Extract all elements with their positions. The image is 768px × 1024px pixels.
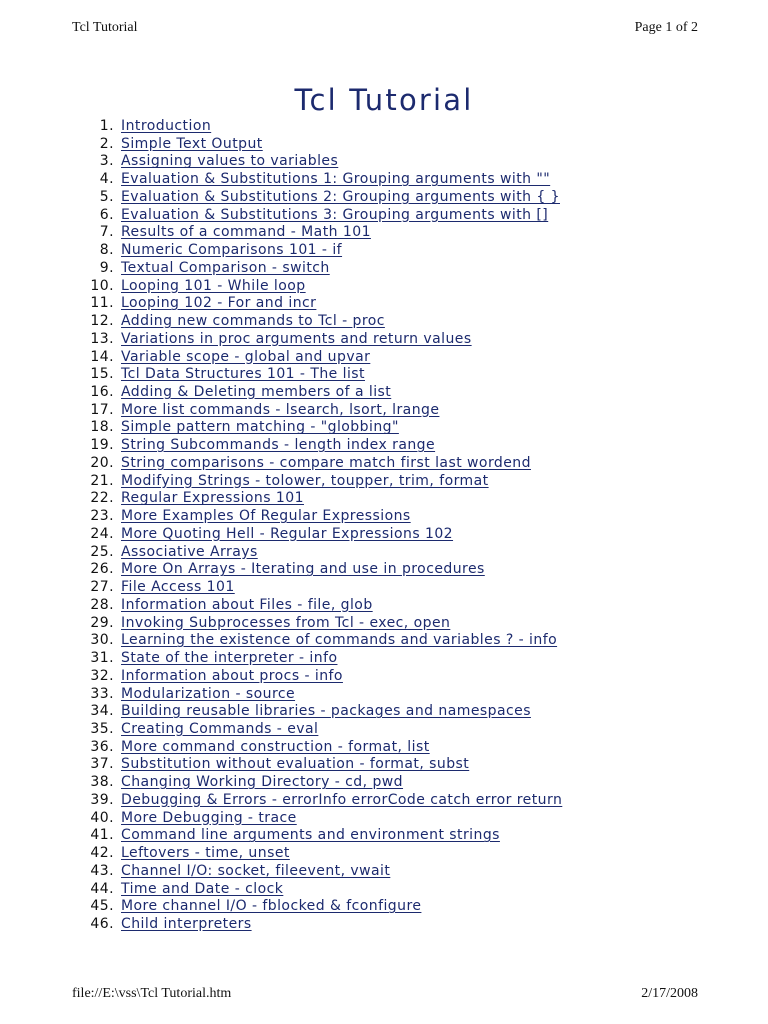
list-item [72, 881, 562, 899]
list-item-number: 32. [90, 667, 114, 684]
tutorial-link[interactable]: String Subcommands - length index range [121, 437, 436, 454]
tutorial-link[interactable]: More list commands - lsearch, lsort, lrange [121, 401, 440, 418]
list-item [72, 615, 562, 633]
list-item-number: 3. [99, 153, 114, 170]
tutorial-link[interactable]: Command line arguments and environment strings [121, 827, 500, 844]
list-item [72, 686, 562, 704]
tutorial-link[interactable]: More Debugging - trace [121, 809, 297, 826]
tutorial-link[interactable]: Adding new commands to Tcl - proc [121, 313, 385, 330]
list-item-number: 26. [90, 561, 114, 578]
list-item-number: 46. [90, 916, 114, 933]
list-item-number: 10. [90, 277, 114, 294]
list-item [72, 756, 562, 774]
list-item [72, 508, 562, 526]
list-item [72, 579, 562, 597]
list-item [72, 703, 562, 721]
tutorial-link[interactable]: Substitution without evaluation - format, subst [121, 756, 470, 773]
list-item-number: 14. [90, 348, 114, 365]
tutorial-link[interactable]: Channel I/O: socket, fileevent, vwait [121, 862, 391, 879]
list-item-number: 43. [90, 862, 114, 879]
list-item [72, 349, 562, 367]
tutorial-link[interactable]: Simple pattern matching - "globbing" [121, 419, 399, 436]
list-item-number: 28. [90, 596, 114, 613]
list-item-number: 4. [99, 171, 114, 188]
list-item-number: 2. [99, 135, 114, 152]
list-item [72, 171, 562, 189]
list-item [72, 827, 562, 845]
tutorial-link[interactable]: Debugging & Errors - errorInfo errorCode catch error return [121, 791, 563, 808]
footer-date: 2/17/2008 [641, 986, 698, 1001]
tutorial-link[interactable]: Evaluation & Substitutions 2: Grouping arguments with { } [121, 188, 560, 205]
list-item [72, 437, 562, 455]
tutorial-link[interactable]: Creating Commands - eval [121, 720, 319, 737]
list-item-number: 37. [90, 756, 114, 773]
table-of-contents [72, 118, 562, 934]
list-item-number: 29. [90, 614, 114, 631]
list-item-number: 42. [90, 845, 114, 862]
tutorial-link[interactable]: Regular Expressions 101 [121, 490, 304, 507]
list-item [72, 153, 562, 171]
tutorial-link[interactable]: Looping 102 - For and incr [121, 295, 317, 312]
list-item [72, 118, 562, 136]
list-item-number: 16. [90, 384, 114, 401]
list-item-number: 34. [90, 703, 114, 720]
tutorial-link[interactable]: Information about procs - info [121, 667, 343, 684]
header-document-title: Tcl Tutorial [72, 20, 138, 35]
tutorial-link[interactable]: Variations in proc arguments and return values [121, 330, 472, 347]
list-item-number: 21. [90, 472, 114, 489]
tutorial-link[interactable]: Evaluation & Substitutions 1: Grouping arguments with "" [121, 171, 551, 188]
list-item-number: 44. [90, 880, 114, 897]
list-item [72, 331, 562, 349]
tutorial-link[interactable]: More command construction - format, list [121, 738, 430, 755]
list-item [72, 597, 562, 615]
list-item [72, 810, 562, 828]
list-item [72, 490, 562, 508]
list-item-number: 31. [90, 650, 114, 667]
list-item-number: 13. [90, 330, 114, 347]
list-item [72, 774, 562, 792]
list-item-number: 7. [99, 224, 114, 241]
list-item [72, 366, 562, 384]
header-page-number: Page 1 of 2 [634, 20, 698, 35]
list-item [72, 207, 562, 225]
tutorial-link[interactable]: Assigning values to variables [121, 153, 339, 170]
list-item-number: 1. [99, 118, 114, 134]
list-item [72, 650, 562, 668]
list-item [72, 224, 562, 242]
list-item [72, 721, 562, 739]
tutorial-link[interactable]: Time and Date - clock [121, 880, 284, 897]
tutorial-link[interactable]: File Access 101 [121, 579, 235, 596]
page-title: Tcl Tutorial [294, 83, 474, 118]
list-item [72, 668, 562, 686]
list-item [72, 916, 562, 934]
tutorial-link[interactable]: Tcl Data Structures 101 - The list [121, 366, 365, 383]
list-item-number: 19. [90, 437, 114, 454]
tutorial-link[interactable]: More Quoting Hell - Regular Expressions 102 [121, 525, 454, 542]
tutorial-link[interactable]: Invoking Subprocesses from Tcl - exec, open [121, 614, 451, 631]
list-item [72, 739, 562, 757]
list-item-number: 36. [90, 738, 114, 755]
tutorial-link[interactable]: Looping 101 - While loop [121, 277, 306, 294]
tutorial-link[interactable]: State of the interpreter - info [121, 650, 338, 667]
list-item-number: 41. [90, 827, 114, 844]
tutorial-link[interactable]: String comparisons - compare match first last wordend [121, 454, 531, 471]
list-item-number: 45. [90, 898, 114, 915]
list-item-number: 9. [99, 259, 114, 276]
list-item-number: 20. [90, 454, 114, 471]
list-item [72, 136, 562, 154]
list-item [72, 384, 562, 402]
list-item [72, 242, 562, 260]
list-item [72, 260, 562, 278]
tutorial-link[interactable]: Leftovers - time, unset [121, 845, 290, 862]
list-item [72, 845, 562, 863]
list-item [72, 419, 562, 437]
tutorial-link[interactable]: Introduction [121, 118, 212, 134]
list-item [72, 863, 562, 881]
list-item [72, 898, 562, 916]
list-item-number: 40. [90, 809, 114, 826]
list-item-number: 12. [90, 313, 114, 330]
list-item-number: 25. [90, 543, 114, 560]
tutorial-link[interactable]: Learning the existence of commands and variables ? - info [121, 632, 558, 649]
list-item [72, 455, 562, 473]
list-item-number: 8. [99, 242, 114, 259]
list-item-number: 23. [90, 508, 114, 525]
list-item [72, 278, 562, 296]
tutorial-link[interactable]: More channel I/O - fblocked & fconfigure [121, 898, 422, 915]
list-item-number: 33. [90, 685, 114, 702]
list-item-number: 18. [90, 419, 114, 436]
list-item-number: 6. [99, 206, 114, 223]
tutorial-link[interactable]: More Examples Of Regular Expressions [121, 508, 411, 525]
tutorial-link[interactable]: Modularization - source [121, 685, 296, 702]
list-item-number: 5. [99, 188, 114, 205]
tutorial-link[interactable]: Information about Files - file, glob [121, 596, 373, 613]
tutorial-link[interactable]: Textual Comparison - switch [121, 259, 330, 276]
list-item [72, 295, 562, 313]
list-item [72, 792, 562, 810]
list-item [72, 313, 562, 331]
tutorial-link[interactable]: Changing Working Directory - cd, pwd [121, 774, 404, 791]
tutorial-link[interactable]: Numeric Comparisons 101 - if [121, 242, 343, 259]
list-item [72, 544, 562, 562]
tutorial-link[interactable]: Associative Arrays [121, 543, 258, 560]
list-item [72, 402, 562, 420]
tutorial-link[interactable]: Child interpreters [121, 916, 252, 933]
tutorial-link[interactable]: Results of a command - Math 101 [121, 224, 371, 241]
tutorial-link[interactable]: Variable scope - global and upvar [121, 348, 371, 365]
list-item [72, 189, 562, 207]
tutorial-link[interactable]: Evaluation & Substitutions 3: Grouping arguments with [] [121, 206, 549, 223]
list-item [72, 561, 562, 579]
tutorial-link[interactable]: Building reusable libraries - packages and namespaces [121, 703, 531, 720]
list-item-number: 38. [90, 774, 114, 791]
footer-file-path: file://E:\vss\Tcl Tutorial.htm [72, 986, 232, 1001]
list-item-number: 22. [90, 490, 114, 507]
list-item-number: 24. [90, 525, 114, 542]
list-item-number: 15. [90, 366, 114, 383]
tutorial-link[interactable]: Simple Text Output [121, 135, 263, 152]
list-item-number: 35. [90, 720, 114, 737]
list-item [72, 632, 562, 650]
list-item-number: 17. [90, 401, 114, 418]
list-item-number: 27. [90, 579, 114, 596]
list-item [72, 473, 562, 491]
list-item-number: 30. [90, 632, 114, 649]
tutorial-link[interactable]: More On Arrays - Iterating and use in procedures [121, 561, 485, 578]
list-item-number: 39. [90, 791, 114, 808]
list-item [72, 526, 562, 544]
tutorial-link[interactable]: Modifying Strings - tolower, toupper, trim, format [121, 472, 489, 489]
list-item-number: 11. [90, 295, 114, 312]
tutorial-link[interactable]: Adding & Deleting members of a list [121, 384, 392, 401]
